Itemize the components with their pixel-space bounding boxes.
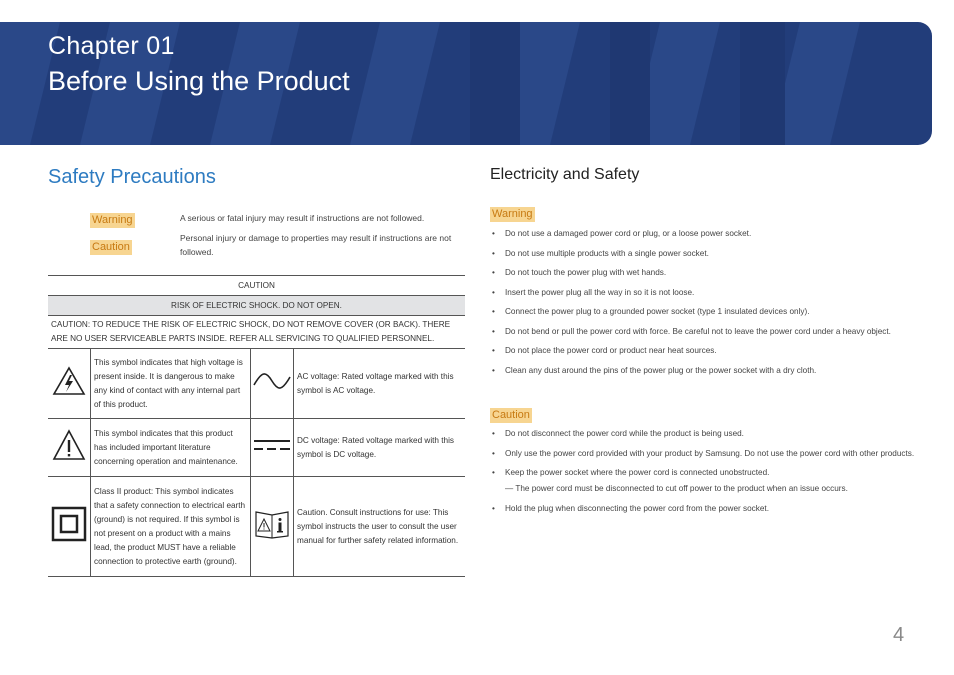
ac-wave-icon: [251, 349, 294, 419]
manual-info-icon: [251, 477, 294, 577]
list-item: • Hold the plug when disconnecting the power cord from the power socket.: [490, 502, 915, 516]
warning-tag: Warning: [492, 208, 533, 220]
list-item: • Connect the power plug to a grounded power socket (type 1 insulated devices only).: [490, 305, 915, 319]
symbol-description: AC voltage: Rated voltage marked with this symbol is AC voltage.: [294, 349, 466, 419]
legend-caution-text: Personal injury or damage to properties may result if instructions are not followed.: [180, 233, 452, 257]
list-item: • Do not disconnect the power cord while the product is being used.: [490, 427, 915, 441]
legend-warning-text: A serious or fatal injury may result if instructions are not followed.: [180, 213, 425, 223]
list-item: • Do not use a damaged power cord or plug, or a loose power socket.: [490, 227, 915, 241]
list-item: • Clean any dust around the pins of the power plug or the power socket with a dry cloth.: [490, 364, 915, 378]
electricity-title: Electricity and Safety: [490, 166, 640, 183]
shock-warning: RISK OF ELECTRIC SHOCK. DO NOT OPEN.: [48, 296, 465, 316]
page-number: 4: [893, 624, 905, 646]
caution-table: [48, 275, 465, 577]
page-title: Before Using the Product: [48, 66, 350, 96]
symbol-description: DC voltage: Rated voltage marked with this symbol is DC voltage.: [294, 419, 466, 477]
list-item: • Insert the power plug all the way in so it is not loose.: [490, 286, 915, 300]
legend-caution-tag: Caution: [92, 241, 130, 253]
exclamation-triangle-icon: [48, 419, 91, 477]
caution-note: CAUTION: TO REDUCE THE RISK OF ELECTRIC SHOCK, DO NOT REMOVE COVER (OR BACK). THERE ARE NO USER SERVICEABLE PARTS INSIDE. REFER ALL SERVICING TO QUALIFIED PERSONNEL.: [48, 316, 465, 349]
chapter-banner: [0, 22, 932, 145]
symbol-description: Class II product: This symbol indicates that a safety connection to electrical earth (ground) is not required. If this symbol is not present on a product with a mains lead, the product MUST have a reliable connection to protective earth (ground).: [91, 477, 251, 577]
list-item-text: Keep the power socket where the power cord is connected unobstructed.: [505, 468, 770, 477]
list-item: • Do not use multiple products with a single power socket.: [490, 247, 915, 261]
symbol-description: This symbol indicates that this product has included important literature concerning operation and maintenance.: [91, 419, 251, 477]
legend-warning-tag: Warning: [92, 214, 133, 226]
list-subnote: ― The power cord must be disconnected to cut off power to the product when an issue occurs.: [505, 484, 848, 493]
list-item: • Do not touch the power plug with wet hands.: [490, 266, 915, 280]
caution-tag: Caution: [492, 409, 530, 421]
class-ii-square-icon: [48, 477, 91, 577]
section-title: Safety Precautions: [48, 166, 216, 188]
list-item: • Do not place the power cord or product near heat sources.: [490, 344, 915, 358]
chapter-label: Chapter 01: [48, 32, 175, 60]
symbol-description: Caution. Consult instructions for use: This symbol instructs the user to consult the user manual for further safety related information.: [294, 477, 466, 577]
list-item: [490, 466, 915, 496]
caution-list: [490, 427, 915, 521]
list-item: • Do not bend or pull the power cord with force. Be careful not to leave the power cord under a heavy object.: [490, 325, 915, 339]
warning-list: [490, 227, 915, 383]
lightning-triangle-icon: [48, 349, 91, 419]
list-item: • Only use the power cord provided with your product by Samsung. Do not use the power cord with other products.: [490, 447, 915, 461]
caution-heading: CAUTION: [48, 276, 465, 296]
symbol-description: This symbol indicates that high voltage is present inside. It is dangerous to make any kind of contact with any internal part of this product.: [91, 349, 251, 419]
dc-lines-icon: [251, 419, 294, 477]
